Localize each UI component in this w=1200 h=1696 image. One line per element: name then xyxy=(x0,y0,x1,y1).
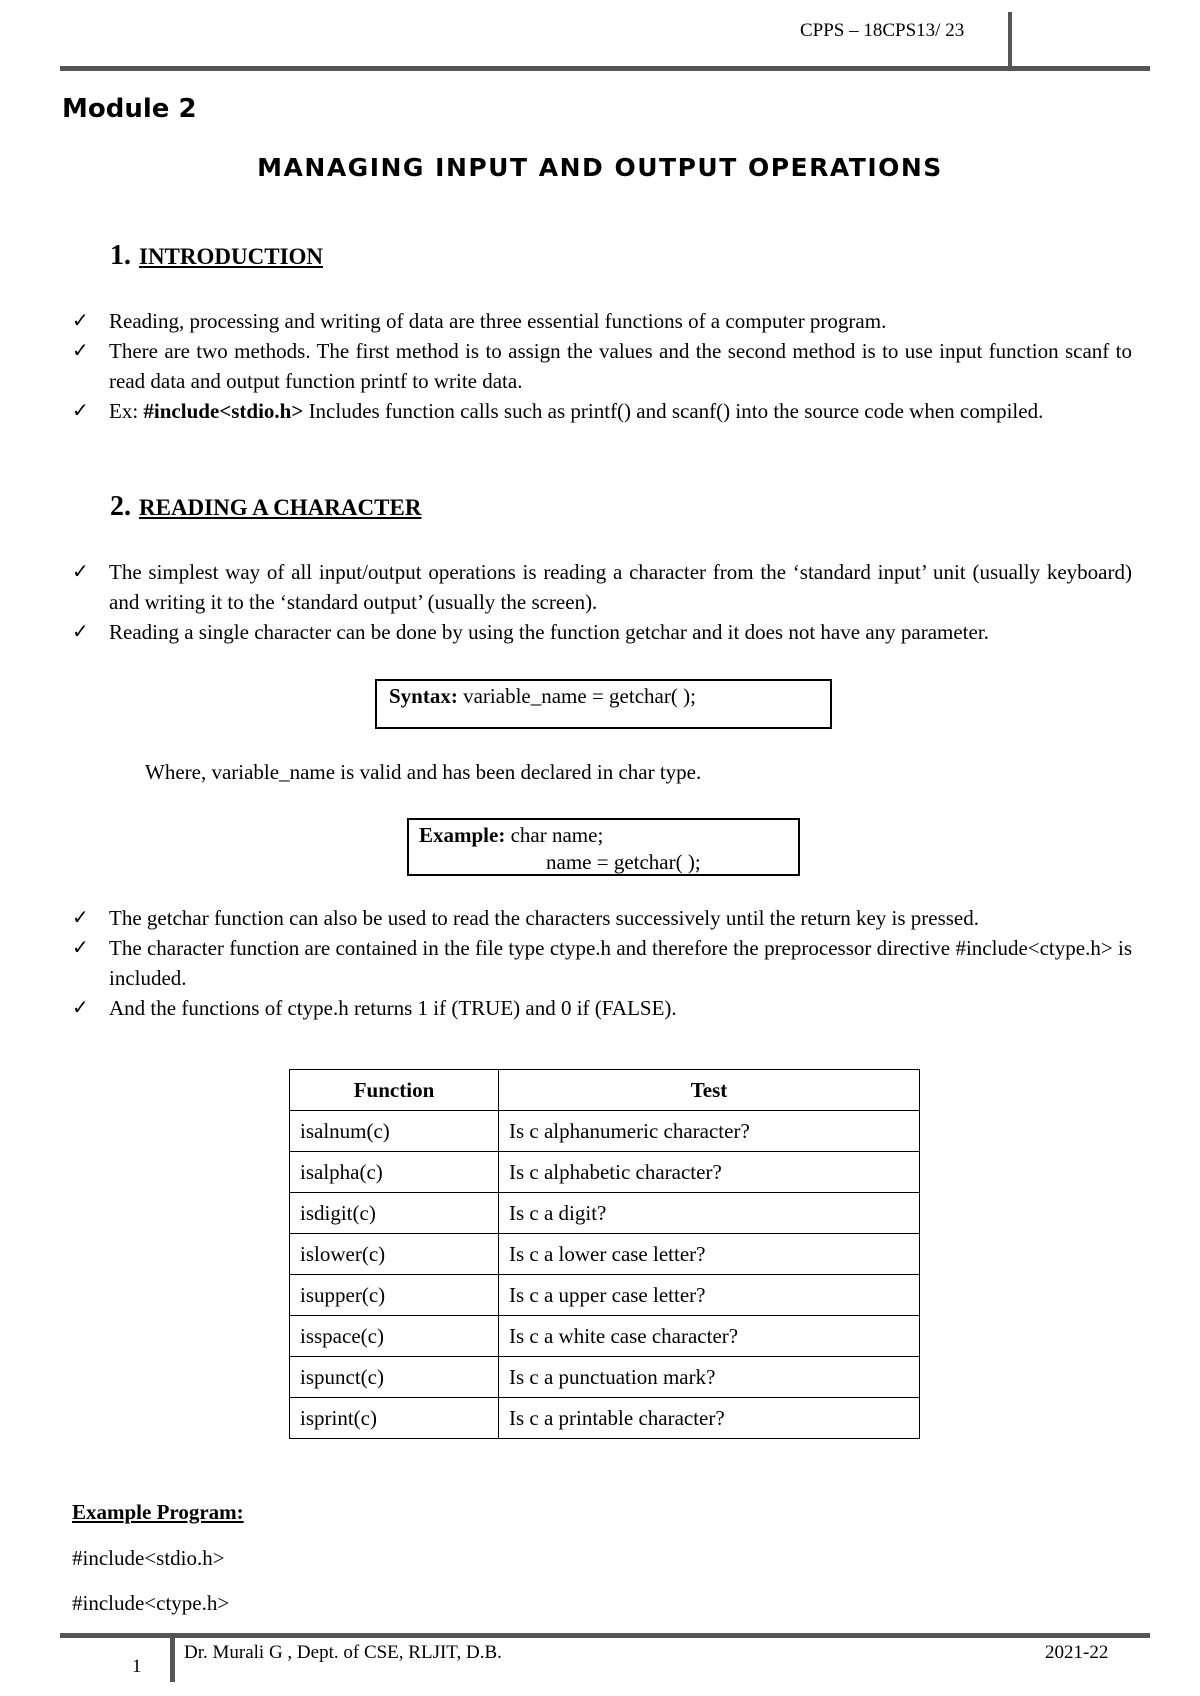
test-cell: Is c alphabetic character? xyxy=(499,1152,920,1193)
function-cell: islower(c) xyxy=(290,1234,499,1275)
page-number: 1 xyxy=(132,1656,142,1677)
test-cell: Is c a digit? xyxy=(499,1193,920,1234)
bullet-bold-code: #include<stdio.h> xyxy=(143,399,304,423)
header-rule xyxy=(60,66,1150,71)
example-program-title: Example Program: xyxy=(72,1500,244,1524)
check-icon: ✓ xyxy=(72,907,89,929)
table-row xyxy=(290,1152,920,1193)
table-row xyxy=(290,1111,920,1152)
ctype-bullet-list xyxy=(72,903,1132,1023)
syntax-box xyxy=(375,679,832,729)
bullet-text: Reading, processing and writing of data are three essential functions of a computer program. xyxy=(109,309,887,333)
table-row xyxy=(290,1193,920,1234)
list-item xyxy=(72,336,1132,396)
syntax-text: variable_name = getchar( ); xyxy=(463,684,696,708)
section-heading-reading-character xyxy=(110,491,421,523)
section-title: INTRODUCTION xyxy=(139,244,324,269)
column-header-test: Test xyxy=(499,1070,920,1111)
table-row xyxy=(290,1316,920,1357)
list-item xyxy=(72,933,1132,993)
header-divider-vertical xyxy=(1008,12,1012,68)
code-line: #include<ctype.h> xyxy=(72,1591,230,1615)
section-number: 1. xyxy=(110,240,131,271)
check-icon: ✓ xyxy=(72,400,89,422)
check-icon: ✓ xyxy=(72,937,89,959)
footer-year: 2021-22 xyxy=(1045,1642,1109,1663)
bullet-text: The getchar function can also be used to read the characters successively until the return key is pressed. xyxy=(109,906,980,930)
test-cell: Is c a upper case letter? xyxy=(499,1275,920,1316)
table-row xyxy=(290,1398,920,1439)
list-item xyxy=(72,396,1132,426)
table-row xyxy=(290,1275,920,1316)
function-cell: isspace(c) xyxy=(290,1316,499,1357)
list-item xyxy=(72,617,1132,647)
footer-divider-vertical xyxy=(170,1638,175,1682)
column-header-function: Function xyxy=(290,1070,499,1111)
bullet-text: The simplest way of all input/output operations is reading a character from the ‘standard input’ unit (usually keyboard) and writing it to the ‘standard output’ (usually the screen). xyxy=(109,560,1132,614)
example-box xyxy=(407,818,800,876)
bullet-text: The character function are contained in the file type ctype.h and therefore the preprocessor directive #include<ctype.h> is included. xyxy=(109,936,1132,990)
example-line-1 xyxy=(419,822,788,849)
header-course-code: CPPS – 18CPS13/ 23 xyxy=(800,20,965,41)
ctype-function-table xyxy=(289,1069,920,1439)
section-heading-introduction xyxy=(110,240,323,272)
bullet-text: Includes function calls such as printf() and scanf() into the source code when compiled. xyxy=(303,399,1044,423)
table-row xyxy=(290,1357,920,1398)
check-icon: ✓ xyxy=(72,310,89,332)
check-icon: ✓ xyxy=(72,340,89,362)
reading-bullet-list xyxy=(72,557,1132,647)
function-cell: isprint(c) xyxy=(290,1398,499,1439)
list-item xyxy=(72,306,1132,336)
check-icon: ✓ xyxy=(72,621,89,643)
function-cell: isalpha(c) xyxy=(290,1152,499,1193)
example-code-2: name = getchar( ); xyxy=(546,850,701,874)
function-cell: isdigit(c) xyxy=(290,1193,499,1234)
function-cell: ispunct(c) xyxy=(290,1357,499,1398)
intro-bullet-list xyxy=(72,306,1132,426)
check-icon: ✓ xyxy=(72,997,89,1019)
where-text: Where, variable_name is valid and has been declared in char type. xyxy=(145,760,702,784)
footer-rule xyxy=(60,1633,1150,1638)
test-cell: Is c a punctuation mark? xyxy=(499,1357,920,1398)
module-label: Module 2 xyxy=(62,94,197,124)
bullet-text: There are two methods. The first method is to assign the values and the second method is to use input function scanf to read data and output function printf to write data. xyxy=(109,339,1132,393)
list-item xyxy=(72,993,1132,1023)
example-code-1: char name; xyxy=(510,823,604,847)
function-cell: isupper(c) xyxy=(290,1275,499,1316)
code-line: #include<stdio.h> xyxy=(72,1546,225,1570)
table-row xyxy=(290,1234,920,1275)
test-cell: Is c a white case character? xyxy=(499,1316,920,1357)
test-cell: Is c a lower case letter? xyxy=(499,1234,920,1275)
syntax-label: Syntax: xyxy=(389,684,458,708)
bullet-text: Reading a single character can be done by using the function getchar and it does not have any parameter. xyxy=(109,620,989,644)
section-title: READING A CHARACTER xyxy=(139,495,422,520)
list-item xyxy=(72,903,1132,933)
test-cell: Is c a printable character? xyxy=(499,1398,920,1439)
test-cell: Is c alphanumeric character? xyxy=(499,1111,920,1152)
footer-author: Dr. Murali G , Dept. of CSE, RLJIT, D.B. xyxy=(184,1642,502,1663)
example-label: Example: xyxy=(419,823,506,847)
bullet-text: And the functions of ctype.h returns 1 if (TRUE) and 0 if (FALSE). xyxy=(109,996,677,1020)
page-title: MANAGING INPUT AND OUTPUT OPERATIONS xyxy=(257,153,943,182)
table-header-row xyxy=(290,1070,920,1111)
section-number: 2. xyxy=(110,491,131,522)
check-icon: ✓ xyxy=(72,561,89,583)
list-item xyxy=(72,557,1132,617)
function-cell: isalnum(c) xyxy=(290,1111,499,1152)
bullet-prefix: Ex: xyxy=(109,399,144,423)
